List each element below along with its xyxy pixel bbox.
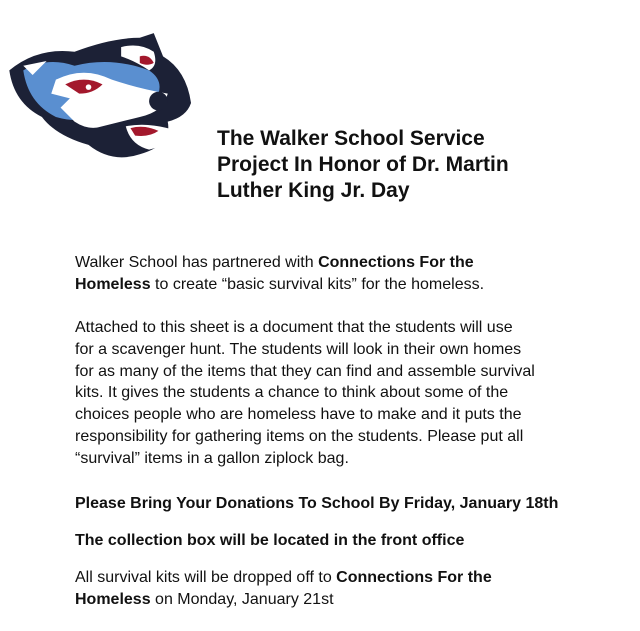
details-line: Attached to this sheet is a document that the students will use — [75, 319, 513, 336]
location-notice: The collection box will be located in the front office — [75, 532, 465, 549]
organization-name: Homeless — [75, 275, 151, 293]
details-line: “survival” items in a gallon ziplock bag. — [75, 449, 349, 467]
title-line: Luther King Jr. Day — [217, 179, 410, 202]
dropoff-paragraph — [75, 567, 492, 611]
intro-paragraph — [75, 252, 484, 296]
details-line: kits. It gives the students a chance to think about some of the — [75, 384, 509, 402]
details-paragraph — [75, 317, 535, 470]
title-line: Project In Honor of Dr. Martin — [217, 153, 509, 176]
intro-text: Walker School has partnered with — [75, 254, 319, 271]
dropoff-text: on Monday, January 21st — [150, 590, 334, 608]
dropoff-text: All survival kits will be dropped off to — [75, 569, 337, 586]
wolf-mascot-logo — [0, 14, 205, 164]
title-line: The Walker School Service — [217, 127, 485, 150]
intro-text: to create “basic survival kits” for the homeless. — [150, 275, 485, 293]
organization-name: Connections For the — [336, 569, 492, 586]
page-title — [217, 126, 509, 204]
details-line: choices people who are homeless have to make and it puts the — [75, 406, 522, 424]
organization-name: Homeless — [75, 590, 151, 608]
organization-name: Connections For the — [318, 254, 474, 271]
details-line: for a scavenger hunt. The students will look in their own homes — [75, 340, 522, 358]
deadline-notice: Please Bring Your Donations To School By Friday, January 18th — [75, 495, 559, 512]
details-line: for as many of the items that they can find and assemble survival — [75, 362, 535, 380]
details-line: responsibility for gathering items on the students. Please put all — [75, 427, 524, 445]
